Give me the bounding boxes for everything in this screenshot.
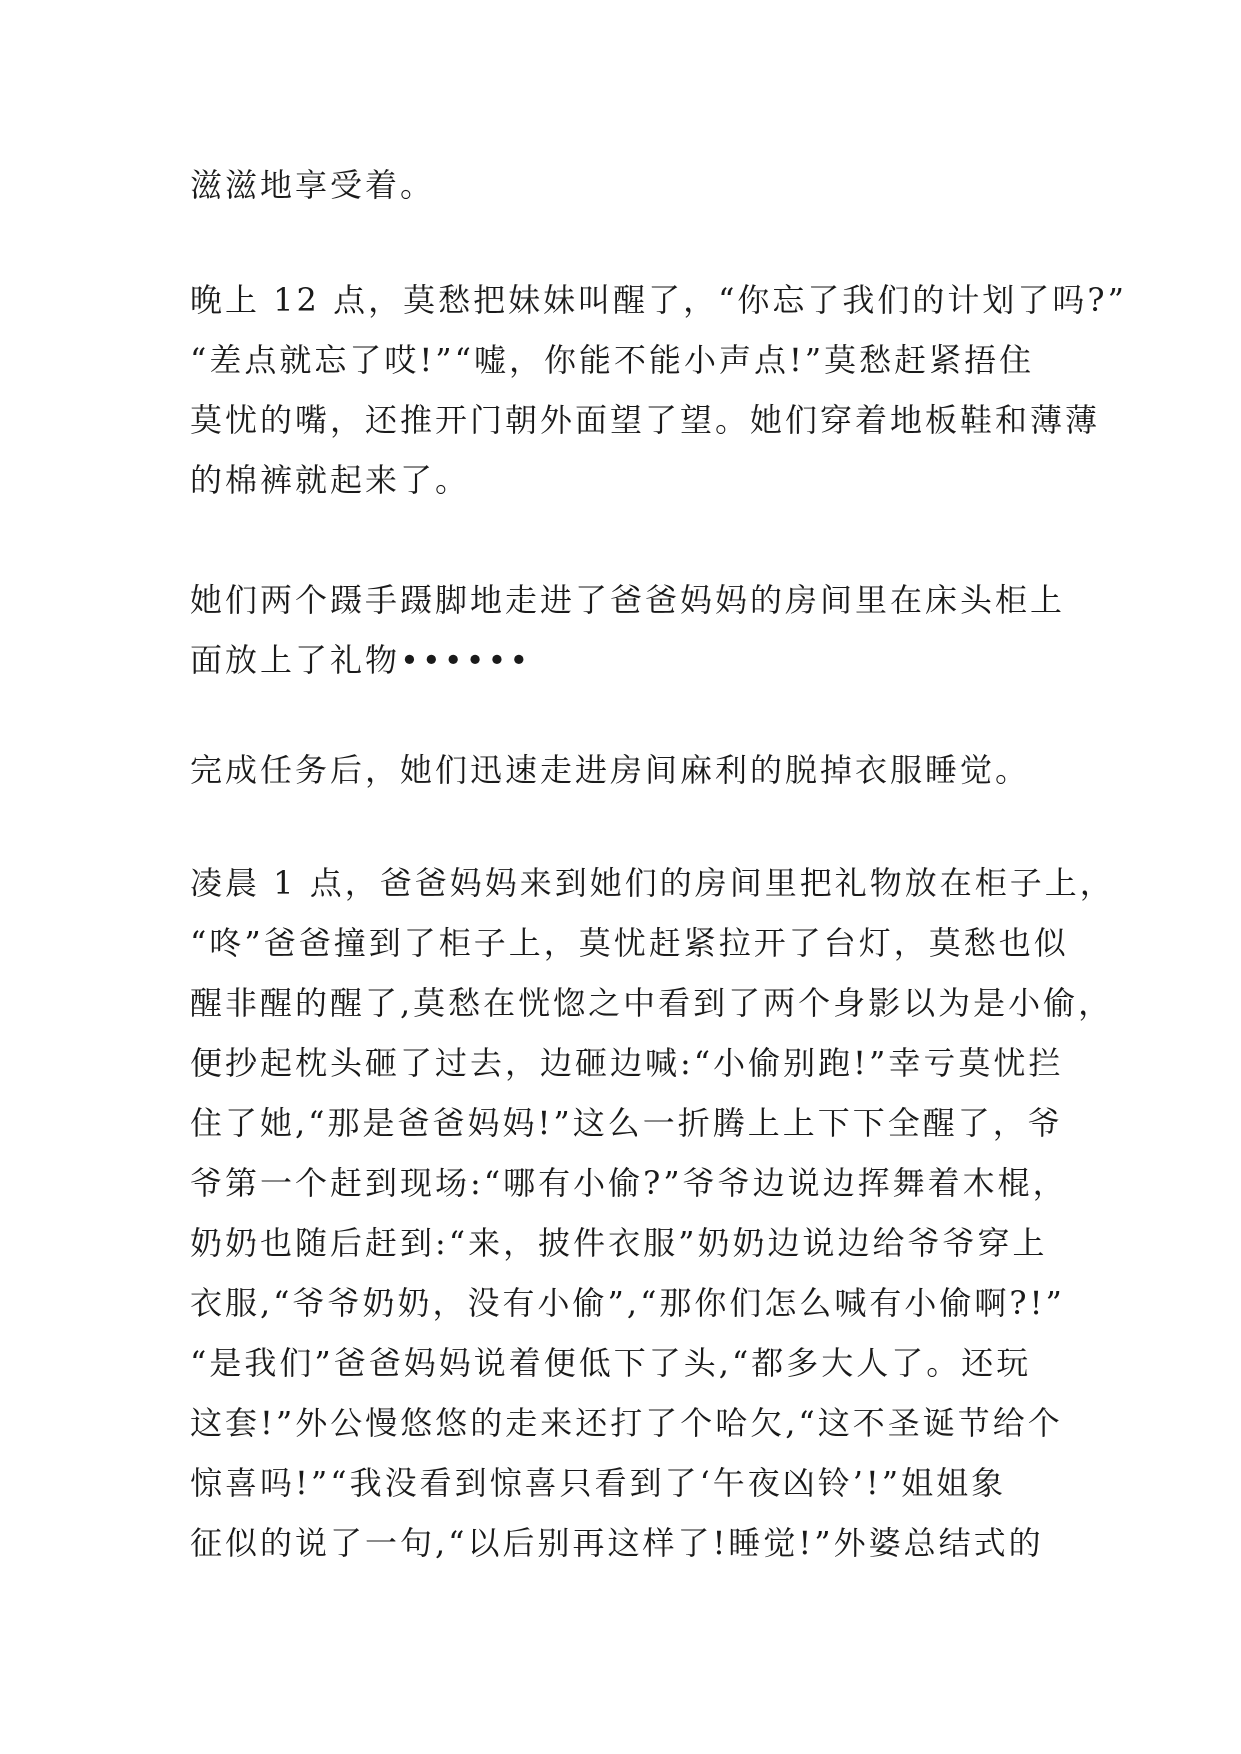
paragraph-1 — [190, 155, 1090, 215]
text-line: 便抄起枕头砸了过去，边砸边喊:“小偷别跑!”幸亏莫忧拦 — [190, 1044, 1064, 1082]
text-line: 衣服,“爷爷奶奶，没有小偷”,“那你们怎么喊有小偷啊?!” — [190, 1284, 1065, 1322]
text-line: 住了她,“那是爸爸妈妈!”这么一折腾上上下下全醒了，爷 — [190, 1104, 1063, 1142]
text-line: 爷第一个赶到现场:“哪有小偷?”爷爷边说边挥舞着木棍， — [190, 1164, 1068, 1202]
paragraph-2 — [190, 270, 1127, 510]
text-line: 凌晨 1 点，爸爸妈妈来到她们的房间里把礼物放在柜子上， — [190, 864, 1115, 902]
paragraph-3 — [190, 570, 1090, 690]
text-line: 奶奶也随后赶到:“来，披件衣服”奶奶边说边给爷爷穿上 — [190, 1224, 1048, 1262]
paragraph-4 — [190, 740, 1090, 800]
text-line: 莫忧的嘴，还推开门朝外面望了望。她们穿着地板鞋和薄薄 — [190, 401, 1101, 439]
text-line: 的棉裤就起来了。 — [190, 461, 471, 499]
text-line: 面放上了礼物•••••• — [190, 641, 532, 679]
text-line: 完成任务后，她们迅速走进房间麻利的脱掉衣服睡觉。 — [190, 751, 1031, 789]
paragraph-5 — [190, 853, 1115, 1573]
text-line: 晚上 12 点，莫愁把妹妹叫醒了，“你忘了我们的计划了吗?” — [190, 281, 1127, 319]
text-line: 她们两个蹑手蹑脚地走进了爸爸妈妈的房间里在床头柜上 — [190, 581, 1066, 619]
text-line: “差点就忘了哎!”“嘘，你能不能小声点!”莫愁赶紧捂住 — [190, 341, 1035, 379]
text-line: 滋滋地享受着。 — [190, 166, 436, 204]
text-line: 醒非醒的醒了,莫愁在恍惚之中看到了两个身影以为是小偷， — [190, 984, 1114, 1022]
text-line: “咚”爸爸撞到了柜子上，莫忧赶紧拉开了台灯，莫愁也似 — [190, 924, 1069, 962]
text-line: 这套!”外公慢悠悠的走来还打了个哈欠,“这不圣诞节给个 — [190, 1404, 1063, 1442]
text-line: 征似的说了一句,“以后别再这样了!睡觉!”外婆总结式的 — [190, 1524, 1044, 1562]
text-line: 惊喜吗!”“我没看到惊喜只看到了‘午夜凶铃’!”姐姐象 — [190, 1464, 1007, 1502]
text-line: “是我们”爸爸妈妈说着便低下了头,“都多大人了。还玩 — [190, 1344, 1032, 1382]
